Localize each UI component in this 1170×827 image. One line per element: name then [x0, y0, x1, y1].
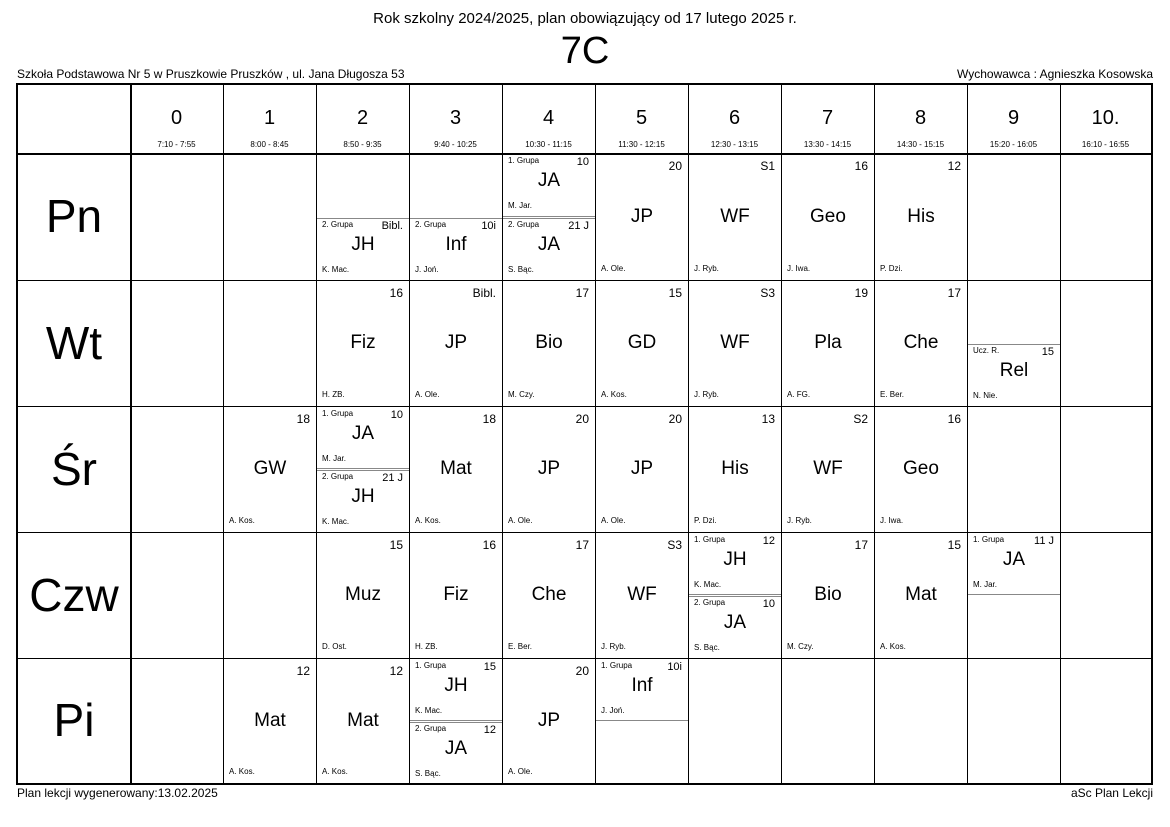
lesson-subject: His: [721, 458, 749, 479]
class-name-title: 7C: [560, 30, 610, 72]
lesson-cell[interactable]: [317, 470, 409, 532]
lesson-group: 2. Grupa: [322, 220, 354, 229]
lesson-teacher: A. Ole.: [601, 516, 626, 525]
day-label-1: Wt: [45, 317, 103, 369]
day-label-3: Czw: [29, 569, 119, 621]
lesson-teacher: S. Bąc.: [508, 265, 534, 274]
lesson-cell[interactable]: [410, 533, 502, 658]
lesson-cell[interactable]: [317, 407, 409, 469]
lesson-room: 12: [296, 664, 310, 678]
lesson-teacher: M. Jar.: [322, 454, 347, 463]
lesson-subject: Inf: [445, 234, 467, 255]
lesson-cell[interactable]: [410, 659, 502, 721]
period-time: 15:20 - 16:05: [989, 140, 1038, 149]
lesson-room: 12: [947, 159, 961, 173]
lesson-room: 13: [761, 412, 775, 426]
lesson-cell[interactable]: [689, 533, 781, 595]
lesson-teacher: K. Mac.: [694, 580, 722, 589]
lesson-split-line: [503, 218, 595, 219]
lesson-split-line: [968, 344, 1060, 345]
lesson-group: 1. Grupa: [694, 535, 726, 544]
period-time: 14:30 - 15:15: [896, 140, 945, 149]
lesson-subject: WF: [720, 205, 750, 227]
lesson-cell[interactable]: [317, 281, 409, 406]
lesson-cell[interactable]: [410, 281, 502, 406]
lesson-teacher: K. Mac.: [415, 706, 443, 715]
lesson-room: 18: [296, 412, 310, 426]
lesson-subject: WF: [627, 584, 657, 605]
lesson-teacher: A. Kos.: [601, 390, 627, 399]
lesson-subject: JP: [630, 458, 654, 479]
period-number: 2: [356, 107, 369, 129]
lesson-teacher: H. ZB.: [322, 390, 345, 399]
period-number: 10.: [1091, 107, 1120, 129]
lesson-room: 20: [668, 412, 682, 426]
lesson-teacher: J. Iwa.: [880, 516, 904, 525]
period-header-10: [1060, 85, 1151, 153]
lesson-split-line: [410, 722, 502, 723]
lesson-room: 15: [947, 538, 961, 552]
day-label-4: Pi: [53, 694, 95, 746]
lesson-teacher: M. Jar.: [973, 580, 998, 589]
lesson-subject: Pla: [814, 332, 842, 353]
lesson-room: 12: [762, 535, 775, 547]
lesson-teacher: E. Ber.: [880, 390, 905, 399]
lesson-split-line: [410, 720, 502, 721]
lesson-subject: Bio: [814, 584, 842, 605]
period-time: 8:00 - 8:45: [250, 140, 289, 149]
lesson-subject: WF: [813, 458, 843, 479]
lesson-cell[interactable]: [596, 659, 688, 721]
lesson-split-line: [317, 468, 409, 469]
lesson-group: 1. Grupa: [415, 661, 447, 670]
timetable-subtitle: Rok szkolny 2024/2025, plan obowiązujący od 17 lutego 2025 r.: [373, 10, 797, 27]
lesson-split-line: [968, 594, 1060, 595]
lesson-cell[interactable]: [875, 154, 967, 280]
lesson-cell[interactable]: [689, 407, 781, 532]
lesson-teacher: P. Dzi.: [880, 264, 903, 273]
period-header-4: [502, 85, 595, 153]
school-address: Szkoła Podstawowa Nr 5 w Pruszkowie Pruszków , ul. Jana Długosza 53: [17, 67, 405, 81]
lesson-teacher: K. Mac.: [322, 265, 350, 274]
lesson-split-line: [317, 470, 409, 471]
period-number: 8: [914, 107, 927, 129]
lesson-teacher: M. Jar.: [508, 201, 533, 210]
period-time: 13:30 - 14:15: [803, 140, 852, 149]
lesson-room: 19: [854, 286, 868, 300]
lesson-split-line: [317, 218, 409, 219]
lesson-split-line: [596, 720, 688, 721]
lesson-cell[interactable]: [503, 407, 595, 532]
lesson-teacher: K. Mac.: [322, 517, 350, 526]
class-teacher: Wychowawca : Agnieszka Kosowska: [957, 67, 1153, 81]
lesson-group: 1. Grupa: [973, 535, 1005, 544]
grid-column-divider: [130, 85, 132, 783]
grid-column-divider: [1060, 85, 1061, 783]
lesson-cell[interactable]: [689, 281, 781, 406]
period-header-8: [874, 85, 967, 153]
period-number: 0: [170, 107, 183, 129]
timetable-grid: [16, 83, 1153, 785]
lesson-subject: JP: [537, 458, 561, 479]
period-header-7: [781, 85, 874, 153]
lesson-subject: JH: [444, 675, 468, 696]
lesson-teacher: M. Czy.: [787, 642, 814, 651]
lesson-room: Bibl.: [381, 220, 403, 232]
lesson-cell[interactable]: [689, 596, 781, 658]
lesson-subject: WF: [720, 332, 750, 353]
lesson-subject: JP: [537, 709, 561, 731]
lesson-cell[interactable]: [410, 407, 502, 532]
lesson-room: S2: [853, 412, 868, 426]
lesson-group: 1. Grupa: [322, 409, 354, 418]
lesson-cell[interactable]: [503, 154, 595, 217]
lesson-subject: Rel: [999, 360, 1029, 381]
lesson-room: 15: [389, 538, 403, 552]
lesson-room: 21 J: [382, 472, 403, 484]
period-number: 6: [728, 107, 741, 129]
lesson-teacher: P. Dzi.: [694, 516, 717, 525]
period-time: 10:30 - 11:15: [525, 140, 572, 149]
lesson-room: 10: [390, 409, 403, 421]
lesson-subject: GD: [627, 332, 657, 353]
lesson-room: 16: [854, 159, 868, 173]
lesson-room: 17: [575, 538, 589, 552]
lesson-subject: Muz: [345, 584, 381, 605]
lesson-cell[interactable]: [968, 533, 1060, 595]
period-header-1: [223, 85, 316, 153]
lesson-teacher: J. Ryb.: [694, 264, 719, 273]
lesson-room: 16: [389, 286, 403, 300]
app-credit: aSc Plan Lekcji: [1070, 786, 1153, 800]
lesson-group: 2. Grupa: [694, 598, 726, 607]
lesson-split-line: [410, 218, 502, 219]
period-number: 3: [449, 107, 462, 129]
lesson-teacher: H. ZB.: [415, 642, 438, 651]
lesson-teacher: A. Ole.: [508, 516, 533, 525]
lesson-teacher: A. Kos.: [229, 767, 255, 776]
lesson-group: 1. Grupa: [508, 156, 540, 165]
lesson-subject: Che: [531, 584, 567, 605]
lesson-room: 12: [483, 724, 496, 736]
lesson-cell[interactable]: [503, 533, 595, 658]
lesson-cell[interactable]: [224, 659, 316, 783]
lesson-subject: Fiz: [443, 584, 469, 605]
lesson-room: 11 J: [1034, 535, 1054, 547]
lesson-group: 1. Grupa: [601, 661, 633, 670]
lesson-cell[interactable]: [503, 218, 595, 280]
lesson-cell[interactable]: [596, 154, 688, 280]
period-time: 11:30 - 12:15: [618, 140, 665, 149]
lesson-room: 10i: [481, 220, 496, 232]
lesson-subject: JA: [723, 612, 747, 633]
period-time: 8:50 - 9:35: [343, 140, 382, 149]
lesson-cell[interactable]: [875, 281, 967, 406]
lesson-subject: Inf: [631, 675, 653, 696]
lesson-subject: JA: [351, 423, 375, 444]
lesson-subject: Geo: [810, 205, 846, 227]
lesson-teacher: N. Nie.: [973, 391, 998, 400]
lesson-teacher: J. Joń.: [601, 706, 625, 715]
lesson-group: 2. Grupa: [415, 220, 447, 229]
lesson-cell[interactable]: [782, 407, 874, 532]
lesson-cell[interactable]: [503, 281, 595, 406]
lesson-teacher: A. Kos.: [415, 516, 441, 525]
lesson-subject: JA: [537, 234, 561, 255]
period-header-3: [409, 85, 502, 153]
period-header-6: [688, 85, 781, 153]
lesson-teacher: J. Joń.: [415, 265, 439, 274]
lesson-subject: JA: [1002, 549, 1026, 570]
lesson-subject: JP: [444, 332, 468, 353]
lesson-subject: JA: [537, 170, 561, 191]
lesson-cell[interactable]: [410, 218, 502, 280]
lesson-teacher: A. Ole.: [601, 264, 626, 273]
lesson-room: 12: [389, 664, 403, 678]
period-number: 7: [821, 107, 834, 129]
period-header-2: [316, 85, 409, 153]
period-number: 1: [263, 107, 276, 129]
lesson-room: 17: [575, 286, 589, 300]
period-header-5: [595, 85, 688, 153]
lesson-group: 2. Grupa: [508, 220, 540, 229]
lesson-cell[interactable]: [596, 407, 688, 532]
lesson-room: 20: [575, 412, 589, 426]
period-time: 16:10 - 16:55: [1081, 140, 1130, 149]
lesson-teacher: J. Ryb.: [787, 516, 812, 525]
lesson-cell[interactable]: [596, 281, 688, 406]
lesson-teacher: A. Kos.: [880, 642, 906, 651]
lesson-teacher: D. Ost.: [322, 642, 347, 651]
lesson-teacher: A. Ole.: [508, 767, 533, 776]
period-time: 9:40 - 10:25: [434, 140, 477, 149]
lesson-subject: Bio: [535, 332, 563, 353]
lesson-cell[interactable]: [875, 533, 967, 658]
lesson-cell[interactable]: [782, 281, 874, 406]
lesson-subject: Geo: [903, 458, 939, 479]
lesson-subject: Fiz: [350, 332, 376, 353]
lesson-teacher: M. Czy.: [508, 390, 535, 399]
lesson-room: 10: [762, 598, 775, 610]
day-label-2: Śr: [51, 443, 97, 495]
lesson-subject: JH: [351, 486, 375, 507]
period-header-0: [130, 85, 223, 153]
period-time: 12:30 - 13:15: [710, 140, 759, 149]
lesson-cell[interactable]: [689, 154, 781, 280]
lesson-cell[interactable]: [782, 154, 874, 280]
lesson-room: 17: [854, 538, 868, 552]
lesson-subject: Mat: [905, 584, 937, 605]
lesson-subject: Che: [903, 332, 939, 353]
lesson-group: Ucz. R.: [973, 346, 1000, 355]
lesson-room: 10: [576, 156, 589, 168]
lesson-room: S3: [667, 538, 682, 552]
lesson-cell[interactable]: [782, 533, 874, 658]
lesson-room: 16: [947, 412, 961, 426]
lesson-teacher: A. Ole.: [415, 390, 440, 399]
lesson-cell[interactable]: [875, 407, 967, 532]
grid-column-divider: [967, 85, 968, 783]
lesson-subject: JA: [444, 738, 468, 759]
lesson-subject: JH: [351, 234, 375, 255]
lesson-teacher: A. Kos.: [322, 767, 348, 776]
period-number: 5: [635, 107, 648, 129]
lesson-room: S3: [760, 286, 775, 300]
lesson-room: S1: [760, 159, 775, 173]
period-number: 9: [1007, 107, 1020, 129]
lesson-room: 15: [483, 661, 496, 673]
lesson-cell[interactable]: [224, 407, 316, 532]
lesson-room: 15: [1041, 346, 1054, 358]
lesson-room: 20: [575, 664, 589, 678]
lesson-room: 21 J: [568, 220, 589, 232]
lesson-teacher: J. Ryb.: [601, 642, 626, 651]
lesson-teacher: S. Bąc.: [415, 769, 441, 778]
lesson-room: 16: [482, 538, 496, 552]
period-header-9: [967, 85, 1060, 153]
lesson-teacher: J. Iwa.: [787, 264, 811, 273]
day-label-0: Pn: [45, 190, 103, 242]
lesson-room: 17: [947, 286, 961, 300]
period-time: 7:10 - 7:55: [157, 140, 196, 149]
lesson-teacher: S. Bąc.: [694, 643, 720, 652]
lesson-teacher: J. Ryb.: [694, 390, 719, 399]
lesson-subject: JP: [630, 205, 654, 227]
lesson-group: 2. Grupa: [322, 472, 354, 481]
lesson-room: 20: [668, 159, 682, 173]
lesson-cell[interactable]: [317, 659, 409, 783]
lesson-room: 10i: [667, 661, 682, 673]
lesson-subject: JH: [723, 549, 747, 570]
lesson-split-line: [503, 216, 595, 217]
lesson-cell[interactable]: [317, 218, 409, 280]
lesson-subject: GW: [253, 458, 287, 479]
lesson-cell[interactable]: [503, 659, 595, 783]
lesson-subject: His: [907, 205, 935, 227]
lesson-teacher: E. Ber.: [508, 642, 533, 651]
period-number: 4: [542, 107, 555, 129]
lesson-subject: Mat: [254, 709, 286, 731]
lesson-subject: Mat: [440, 458, 472, 479]
lesson-split-line: [689, 594, 781, 595]
generated-date: Plan lekcji wygenerowany:13.02.2025: [17, 786, 218, 800]
lesson-room: 18: [482, 412, 496, 426]
lesson-teacher: A. Kos.: [229, 516, 255, 525]
lesson-cell[interactable]: [596, 533, 688, 658]
lesson-subject: Mat: [347, 709, 379, 731]
lesson-room: Bibl.: [472, 286, 496, 300]
lesson-cell[interactable]: [968, 344, 1060, 406]
lesson-group: 2. Grupa: [415, 724, 447, 733]
lesson-cell[interactable]: [410, 722, 502, 783]
lesson-split-line: [689, 596, 781, 597]
lesson-teacher: A. FG.: [787, 390, 811, 399]
lesson-cell[interactable]: [317, 533, 409, 658]
lesson-room: 15: [668, 286, 682, 300]
